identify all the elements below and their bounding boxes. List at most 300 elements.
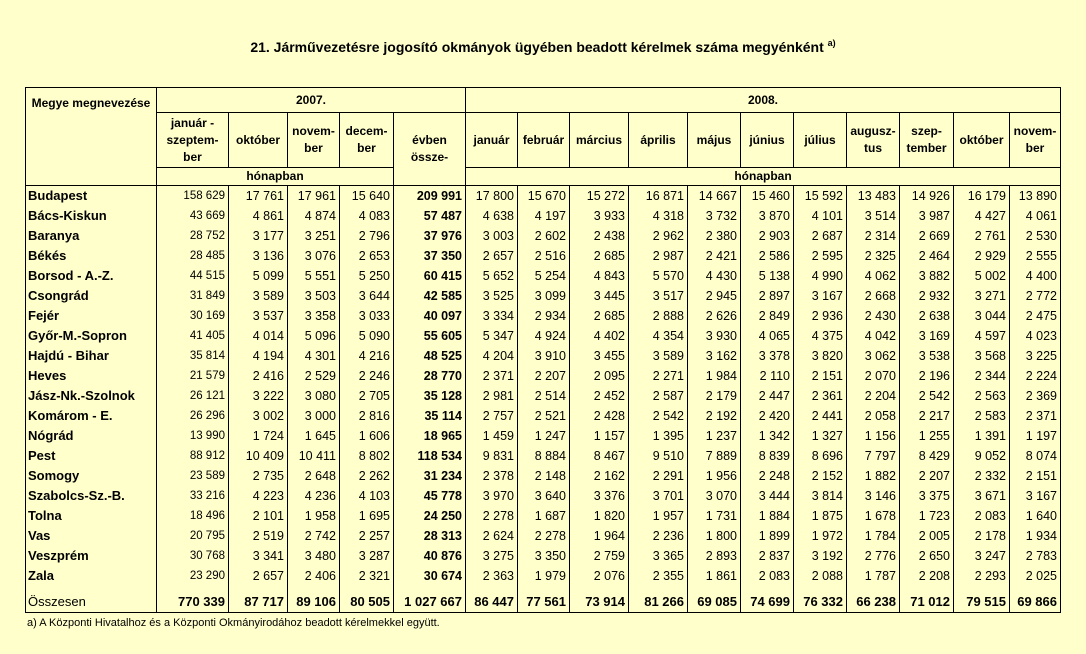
value-cell: 3 375 xyxy=(900,486,954,506)
value-cell: 2 583 xyxy=(954,406,1010,426)
year-total-cell: 42 585 xyxy=(394,286,466,306)
value-cell: 1 875 xyxy=(794,506,847,526)
col-header-2007-1: október xyxy=(229,113,288,168)
county-name: Hajdú - Bihar xyxy=(26,346,157,366)
value-cell: 2 005 xyxy=(900,526,954,546)
table-row xyxy=(26,266,1061,286)
col-header-2008-10: novem-ber xyxy=(1010,113,1061,168)
value-cell: 2 529 xyxy=(288,366,340,386)
value-cell: 2 796 xyxy=(340,226,394,246)
value-cell: 2 178 xyxy=(954,526,1010,546)
value-cell: 2 776 xyxy=(847,546,900,566)
county-name: Baranya xyxy=(26,226,157,246)
value-cell: 4 061 xyxy=(1010,206,1061,226)
value-cell: 2 945 xyxy=(688,286,741,306)
value-cell: 4 318 xyxy=(629,206,688,226)
value-cell: 5 250 xyxy=(340,266,394,286)
table-row xyxy=(26,226,1061,246)
value-cell: 3 910 xyxy=(518,346,570,366)
county-name: Tolna xyxy=(26,506,157,526)
table-row xyxy=(26,526,1061,546)
value-cell: 1 606 xyxy=(340,426,394,446)
value-cell: 2 110 xyxy=(741,366,794,386)
value-cell: 2 757 xyxy=(466,406,518,426)
value-cell: 28 752 xyxy=(157,226,229,246)
value-cell: 1 972 xyxy=(794,526,847,546)
county-name: Vas xyxy=(26,526,157,546)
value-cell: 3 002 xyxy=(229,406,288,426)
value-cell: 20 795 xyxy=(157,526,229,546)
year-total-cell: 37 976 xyxy=(394,226,466,246)
value-cell: 2 521 xyxy=(518,406,570,426)
year-total-cell: 35 114 xyxy=(394,406,466,426)
value-cell: 3 222 xyxy=(229,386,288,406)
year-total-cell: 55 605 xyxy=(394,326,466,346)
value-cell: 3 480 xyxy=(288,546,340,566)
col-header-2008-3: április xyxy=(629,113,688,168)
year-total-cell: 30 674 xyxy=(394,566,466,586)
table-row xyxy=(26,386,1061,406)
value-cell: 3 537 xyxy=(229,306,288,326)
value-cell: 4 874 xyxy=(288,206,340,226)
value-cell: 5 347 xyxy=(466,326,518,346)
value-cell: 1 882 xyxy=(847,466,900,486)
value-cell: 14 926 xyxy=(900,186,954,207)
value-cell: 2 083 xyxy=(954,506,1010,526)
value-cell: 13 483 xyxy=(847,186,900,207)
value-cell: 3 334 xyxy=(466,306,518,326)
value-cell: 2 638 xyxy=(900,306,954,326)
year-total-cell: 40 876 xyxy=(394,546,466,566)
table-body xyxy=(26,186,1061,613)
value-cell: 2 542 xyxy=(900,386,954,406)
value-cell: 1 640 xyxy=(1010,506,1061,526)
value-cell: 8 696 xyxy=(794,446,847,466)
table-row xyxy=(26,446,1061,466)
value-cell: 16 871 xyxy=(629,186,688,207)
statistics-table xyxy=(25,87,1061,613)
value-cell: 2 519 xyxy=(229,526,288,546)
value-cell: 1 979 xyxy=(518,566,570,586)
value-cell: 2 208 xyxy=(900,566,954,586)
year-total-cell: 57 487 xyxy=(394,206,466,226)
value-cell: 3 589 xyxy=(629,346,688,366)
value-cell: 2 192 xyxy=(688,406,741,426)
value-cell: 8 839 xyxy=(741,446,794,466)
value-cell: 1 247 xyxy=(518,426,570,446)
value-cell: 88 912 xyxy=(157,446,229,466)
value-cell: 5 551 xyxy=(288,266,340,286)
value-cell: 2 314 xyxy=(847,226,900,246)
value-cell: 2 363 xyxy=(466,566,518,586)
value-cell: 770 339 xyxy=(157,592,229,613)
value-cell: 2 981 xyxy=(466,386,518,406)
value-cell: 2 332 xyxy=(954,466,1010,486)
value-cell: 1 820 xyxy=(570,506,629,526)
value-cell: 3 033 xyxy=(340,306,394,326)
year-total-cell: 45 778 xyxy=(394,486,466,506)
value-cell: 4 023 xyxy=(1010,326,1061,346)
value-cell: 66 238 xyxy=(847,592,900,613)
col-header-2008-9: október xyxy=(954,113,1010,168)
value-cell: 3 287 xyxy=(340,546,394,566)
value-cell: 69 085 xyxy=(688,592,741,613)
value-cell: 14 667 xyxy=(688,186,741,207)
table-row xyxy=(26,326,1061,346)
value-cell: 2 236 xyxy=(629,526,688,546)
value-cell: 8 884 xyxy=(518,446,570,466)
value-cell: 1 327 xyxy=(794,426,847,446)
value-cell: 17 800 xyxy=(466,186,518,207)
county-name: Jász-Nk.-Szolnok xyxy=(26,386,157,406)
value-cell: 3 589 xyxy=(229,286,288,306)
value-cell: 2 934 xyxy=(518,306,570,326)
value-cell: 2 148 xyxy=(518,466,570,486)
value-cell: 1 237 xyxy=(688,426,741,446)
value-cell: 2 626 xyxy=(688,306,741,326)
county-name: Összesen xyxy=(26,592,157,613)
table-row xyxy=(26,186,1061,207)
value-cell: 3 882 xyxy=(900,266,954,286)
value-cell: 15 670 xyxy=(518,186,570,207)
county-name: Bács-Kiskun xyxy=(26,206,157,226)
county-header xyxy=(26,88,157,186)
value-cell: 30 768 xyxy=(157,546,229,566)
value-cell: 2 888 xyxy=(629,306,688,326)
value-cell: 3 167 xyxy=(1010,486,1061,506)
value-cell: 2 514 xyxy=(518,386,570,406)
value-cell: 3 930 xyxy=(688,326,741,346)
value-cell: 2 897 xyxy=(741,286,794,306)
year-total-cell: 118 534 xyxy=(394,446,466,466)
value-cell: 2 416 xyxy=(229,366,288,386)
value-cell: 2 464 xyxy=(900,246,954,266)
value-cell: 5 138 xyxy=(741,266,794,286)
value-cell: 87 717 xyxy=(229,592,288,613)
county-name: Pest xyxy=(26,446,157,466)
county-name: Heves xyxy=(26,366,157,386)
value-cell: 2 207 xyxy=(900,466,954,486)
county-name: Győr-M.-Sopron xyxy=(26,326,157,346)
value-cell: 2 563 xyxy=(954,386,1010,406)
value-cell: 4 065 xyxy=(741,326,794,346)
county-name: Fejér xyxy=(26,306,157,326)
value-cell: 3 538 xyxy=(900,346,954,366)
col-header-2008-5: június xyxy=(741,113,794,168)
value-cell: 1 899 xyxy=(741,526,794,546)
value-cell: 2 475 xyxy=(1010,306,1061,326)
value-cell: 3 275 xyxy=(466,546,518,566)
value-cell: 3 192 xyxy=(794,546,847,566)
value-cell: 16 179 xyxy=(954,186,1010,207)
value-cell: 30 169 xyxy=(157,306,229,326)
value-cell: 2 648 xyxy=(288,466,340,486)
value-cell: 2 380 xyxy=(688,226,741,246)
value-cell: 2 849 xyxy=(741,306,794,326)
value-cell: 2 962 xyxy=(629,226,688,246)
year-total-cell: 35 128 xyxy=(394,386,466,406)
value-cell: 3 146 xyxy=(847,486,900,506)
value-cell: 3 169 xyxy=(900,326,954,346)
value-cell: 2 669 xyxy=(900,226,954,246)
value-cell: 2 657 xyxy=(229,566,288,586)
value-cell: 3 271 xyxy=(954,286,1010,306)
value-cell: 4 430 xyxy=(688,266,741,286)
value-cell: 13 990 xyxy=(157,426,229,446)
value-cell: 1 731 xyxy=(688,506,741,526)
value-cell: 2 816 xyxy=(340,406,394,426)
value-cell: 3 247 xyxy=(954,546,1010,566)
value-cell: 1 391 xyxy=(954,426,1010,446)
col-header-2008-4: május xyxy=(688,113,741,168)
value-cell: 2 516 xyxy=(518,246,570,266)
value-cell: 3 933 xyxy=(570,206,629,226)
value-cell: 4 301 xyxy=(288,346,340,366)
value-cell: 3 076 xyxy=(288,246,340,266)
value-cell: 2 685 xyxy=(570,246,629,266)
value-cell: 2 687 xyxy=(794,226,847,246)
value-cell: 1 800 xyxy=(688,526,741,546)
value-cell: 3 341 xyxy=(229,546,288,566)
value-cell: 71 012 xyxy=(900,592,954,613)
year-total-cell: 40 097 xyxy=(394,306,466,326)
value-cell: 2 293 xyxy=(954,566,1010,586)
value-cell: 4 354 xyxy=(629,326,688,346)
col-header-2008-0: január xyxy=(466,113,518,168)
value-cell: 2 151 xyxy=(794,366,847,386)
value-cell: 10 411 xyxy=(288,446,340,466)
value-cell: 3 970 xyxy=(466,486,518,506)
value-cell: 3 525 xyxy=(466,286,518,306)
value-cell: 15 640 xyxy=(340,186,394,207)
value-cell: 3 640 xyxy=(518,486,570,506)
value-cell: 2 344 xyxy=(954,366,1010,386)
total-row xyxy=(26,592,1061,613)
value-cell: 80 505 xyxy=(340,592,394,613)
value-cell: 15 460 xyxy=(741,186,794,207)
value-cell: 2 196 xyxy=(900,366,954,386)
value-cell: 77 561 xyxy=(518,592,570,613)
col-header-2007-3: decem-ber xyxy=(340,113,394,168)
year-total-cell: 1 027 667 xyxy=(394,592,466,613)
value-cell: 5 002 xyxy=(954,266,1010,286)
value-cell: 2 903 xyxy=(741,226,794,246)
value-cell: 4 843 xyxy=(570,266,629,286)
year-total-cell: 24 250 xyxy=(394,506,466,526)
value-cell: 18 496 xyxy=(157,506,229,526)
value-cell: 1 695 xyxy=(340,506,394,526)
value-cell: 79 515 xyxy=(954,592,1010,613)
value-cell: 8 802 xyxy=(340,446,394,466)
value-cell: 4 223 xyxy=(229,486,288,506)
year-total-cell: 37 350 xyxy=(394,246,466,266)
value-cell: 2 705 xyxy=(340,386,394,406)
value-cell: 8 074 xyxy=(1010,446,1061,466)
value-cell: 3 732 xyxy=(688,206,741,226)
value-cell: 1 787 xyxy=(847,566,900,586)
value-cell: 4 197 xyxy=(518,206,570,226)
value-cell: 44 515 xyxy=(157,266,229,286)
value-cell: 3 671 xyxy=(954,486,1010,506)
value-cell: 4 101 xyxy=(794,206,847,226)
value-cell: 5 254 xyxy=(518,266,570,286)
value-cell: 4 400 xyxy=(1010,266,1061,286)
value-cell: 2 179 xyxy=(688,386,741,406)
year-total-cell: 48 525 xyxy=(394,346,466,366)
value-cell: 2 217 xyxy=(900,406,954,426)
value-cell: 158 629 xyxy=(157,186,229,207)
year-total-cell: 18 965 xyxy=(394,426,466,446)
table-row xyxy=(26,206,1061,226)
value-cell: 81 266 xyxy=(629,592,688,613)
value-cell: 3 445 xyxy=(570,286,629,306)
value-cell: 5 570 xyxy=(629,266,688,286)
col-header-2008-6: július xyxy=(794,113,847,168)
value-cell: 2 278 xyxy=(466,506,518,526)
value-cell: 3 820 xyxy=(794,346,847,366)
value-cell: 33 216 xyxy=(157,486,229,506)
value-cell: 4 402 xyxy=(570,326,629,346)
county-header-label: Megye megnevezése xyxy=(31,96,151,110)
value-cell: 17 961 xyxy=(288,186,340,207)
month-header-row xyxy=(26,113,1061,168)
value-cell: 2 152 xyxy=(794,466,847,486)
value-cell: 3 444 xyxy=(741,486,794,506)
table-row xyxy=(26,286,1061,306)
value-cell: 3 514 xyxy=(847,206,900,226)
value-cell: 74 699 xyxy=(741,592,794,613)
value-cell: 3 376 xyxy=(570,486,629,506)
value-cell: 1 956 xyxy=(688,466,741,486)
value-cell: 86 447 xyxy=(466,592,518,613)
value-cell: 2 224 xyxy=(1010,366,1061,386)
value-cell: 5 099 xyxy=(229,266,288,286)
value-cell: 3 136 xyxy=(229,246,288,266)
value-cell: 2 542 xyxy=(629,406,688,426)
value-cell: 76 332 xyxy=(794,592,847,613)
value-cell: 4 204 xyxy=(466,346,518,366)
value-cell: 3 814 xyxy=(794,486,847,506)
value-cell: 3 062 xyxy=(847,346,900,366)
table-row xyxy=(26,546,1061,566)
table-row xyxy=(26,246,1061,266)
value-cell: 2 929 xyxy=(954,246,1010,266)
value-cell: 1 957 xyxy=(629,506,688,526)
value-cell: 2 248 xyxy=(741,466,794,486)
value-cell: 26 121 xyxy=(157,386,229,406)
value-cell: 31 849 xyxy=(157,286,229,306)
county-name: Csongrád xyxy=(26,286,157,306)
value-cell: 3 503 xyxy=(288,286,340,306)
value-cell: 2 162 xyxy=(570,466,629,486)
value-cell: 3 080 xyxy=(288,386,340,406)
unit-2007: hónapban xyxy=(157,168,394,186)
county-name: Borsod - A.-Z. xyxy=(26,266,157,286)
value-cell: 3 568 xyxy=(954,346,1010,366)
value-cell: 2 759 xyxy=(570,546,629,566)
value-cell: 15 272 xyxy=(570,186,629,207)
footnote: a) A Központi Hivatalhoz és a Központi Okmányirodához beadott kérelmekkel együtt. xyxy=(27,617,440,629)
value-cell: 1 156 xyxy=(847,426,900,446)
value-cell: 4 083 xyxy=(340,206,394,226)
value-cell: 3 003 xyxy=(466,226,518,246)
value-cell: 3 517 xyxy=(629,286,688,306)
value-cell: 1 678 xyxy=(847,506,900,526)
title-text: 21. Járművezetésre jogosító okmányok ügyében beadott kérelmek száma megyénként xyxy=(250,39,824,55)
value-cell: 2 369 xyxy=(1010,386,1061,406)
value-cell: 2 088 xyxy=(794,566,847,586)
value-cell: 2 602 xyxy=(518,226,570,246)
value-cell: 1 784 xyxy=(847,526,900,546)
value-cell: 4 638 xyxy=(466,206,518,226)
value-cell: 1 964 xyxy=(570,526,629,546)
value-cell: 5 652 xyxy=(466,266,518,286)
table-row xyxy=(26,346,1061,366)
value-cell: 2 772 xyxy=(1010,286,1061,306)
value-cell: 4 216 xyxy=(340,346,394,366)
value-cell: 1 342 xyxy=(741,426,794,446)
value-cell: 1 459 xyxy=(466,426,518,446)
value-cell: 4 062 xyxy=(847,266,900,286)
title-note: a) xyxy=(827,38,836,48)
value-cell: 2 452 xyxy=(570,386,629,406)
value-cell: 17 761 xyxy=(229,186,288,207)
value-cell: 4 042 xyxy=(847,326,900,346)
value-cell: 3 987 xyxy=(900,206,954,226)
value-cell: 4 861 xyxy=(229,206,288,226)
value-cell: 4 236 xyxy=(288,486,340,506)
value-cell: 10 409 xyxy=(229,446,288,466)
value-cell: 3 070 xyxy=(688,486,741,506)
value-cell: 3 000 xyxy=(288,406,340,426)
county-name: Zala xyxy=(26,566,157,586)
value-cell: 2 987 xyxy=(629,246,688,266)
value-cell: 1 197 xyxy=(1010,426,1061,446)
value-cell: 2 441 xyxy=(794,406,847,426)
value-cell: 4 990 xyxy=(794,266,847,286)
value-cell: 2 668 xyxy=(847,286,900,306)
col-header-year-total: évben össze- xyxy=(394,113,466,186)
value-cell: 2 321 xyxy=(340,566,394,586)
value-cell: 8 429 xyxy=(900,446,954,466)
county-name: Szabolcs-Sz.-B. xyxy=(26,486,157,506)
value-cell: 2 936 xyxy=(794,306,847,326)
county-name: Budapest xyxy=(26,186,157,207)
value-cell: 4 375 xyxy=(794,326,847,346)
county-name: Nógrád xyxy=(26,426,157,446)
value-cell: 2 361 xyxy=(794,386,847,406)
value-cell: 3 358 xyxy=(288,306,340,326)
value-cell: 2 246 xyxy=(340,366,394,386)
value-cell: 41 405 xyxy=(157,326,229,346)
value-cell: 4 924 xyxy=(518,326,570,346)
value-cell: 2 650 xyxy=(900,546,954,566)
value-cell: 1 395 xyxy=(629,426,688,446)
year-total-cell: 28 313 xyxy=(394,526,466,546)
value-cell: 2 893 xyxy=(688,546,741,566)
year-total-cell: 60 415 xyxy=(394,266,466,286)
value-cell: 3 167 xyxy=(794,286,847,306)
value-cell: 1 157 xyxy=(570,426,629,446)
value-cell: 73 914 xyxy=(570,592,629,613)
table-title xyxy=(0,38,1086,55)
value-cell: 2 428 xyxy=(570,406,629,426)
value-cell: 35 814 xyxy=(157,346,229,366)
value-cell: 2 371 xyxy=(466,366,518,386)
value-cell: 3 251 xyxy=(288,226,340,246)
value-cell: 2 420 xyxy=(741,406,794,426)
year-2008-header: 2008. xyxy=(466,88,1061,113)
